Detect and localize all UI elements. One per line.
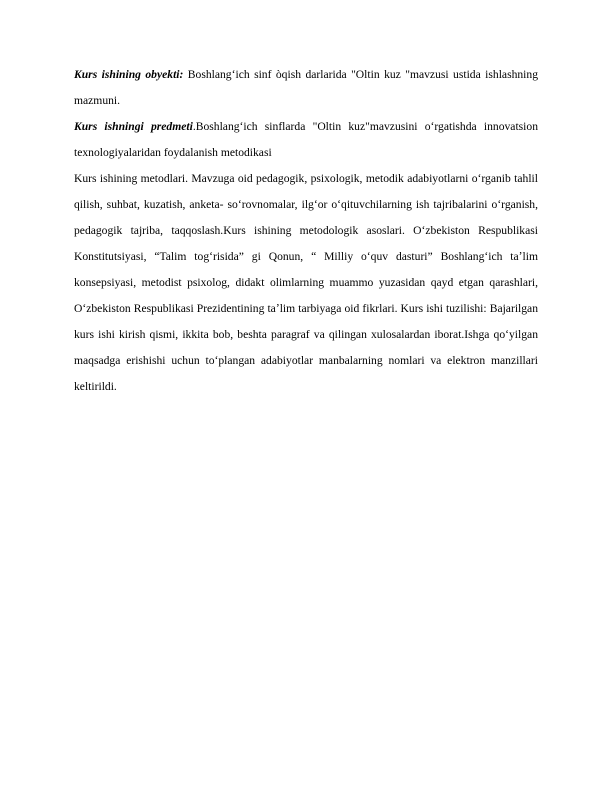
paragraph-predmeti <box>74 114 538 166</box>
paragraph-metodlari <box>74 166 538 400</box>
paragraph-metodlari-text: Kurs ishining metodlari. Mavzuga oid pedagogik, psixologik, metodik adabiyotlarni oʻrganib tahlil qilish, suhbat, kuzatish, anketa- soʻrovnomalar, ilgʻor oʻqituvchilarning ish tajribalarini oʻrganish, pedagogik tajriba, taqqoslash.Kurs ishining metodologik asoslari. Oʻzbekiston Respublikasi Konstitutsiyasi, “Talim togʻrisida” gi Qonun, “ Milliy oʻquv dasturi” Boshlangʻich taʼlim konsepsiyasi, metodist psixolog, didakt olimlarning muammo yuzasidan qayd etgan qarashlari, Oʻzbekiston Respublikasi Prezidentining taʼlim tarbiyaga oid fikrlari. Kurs ishi tuzilishi: Bajarilgan kurs ishi kirish qismi, ikkita bob, beshta paragraf va qilingan xulosalardan iborat.Ishga qoʻyilgan maqsadga erishishi uchun toʻplangan adabiyotlar manbalarning nomlari va elektron manzillari keltirildi. <box>74 172 538 393</box>
document-body <box>74 62 538 400</box>
paragraph-obyekti-heading: Kurs ishining obyekti: <box>74 68 184 81</box>
paragraph-predmeti-heading: Kurs ishningi predmeti <box>74 120 193 133</box>
paragraph-obyekti-text: Boshlangʻich sinf òqish darlarida "Oltin kuz "mavzusi ustida ishlashning mazmuni. <box>74 68 538 107</box>
paragraph-obyekti <box>74 62 538 114</box>
paragraph-predmeti-text: .Boshlangʻich sinflarda "Oltin kuz"mavzusini oʻrgatishda innovatsion texnologiyalaridan foydalanish metodikasi <box>74 120 538 159</box>
